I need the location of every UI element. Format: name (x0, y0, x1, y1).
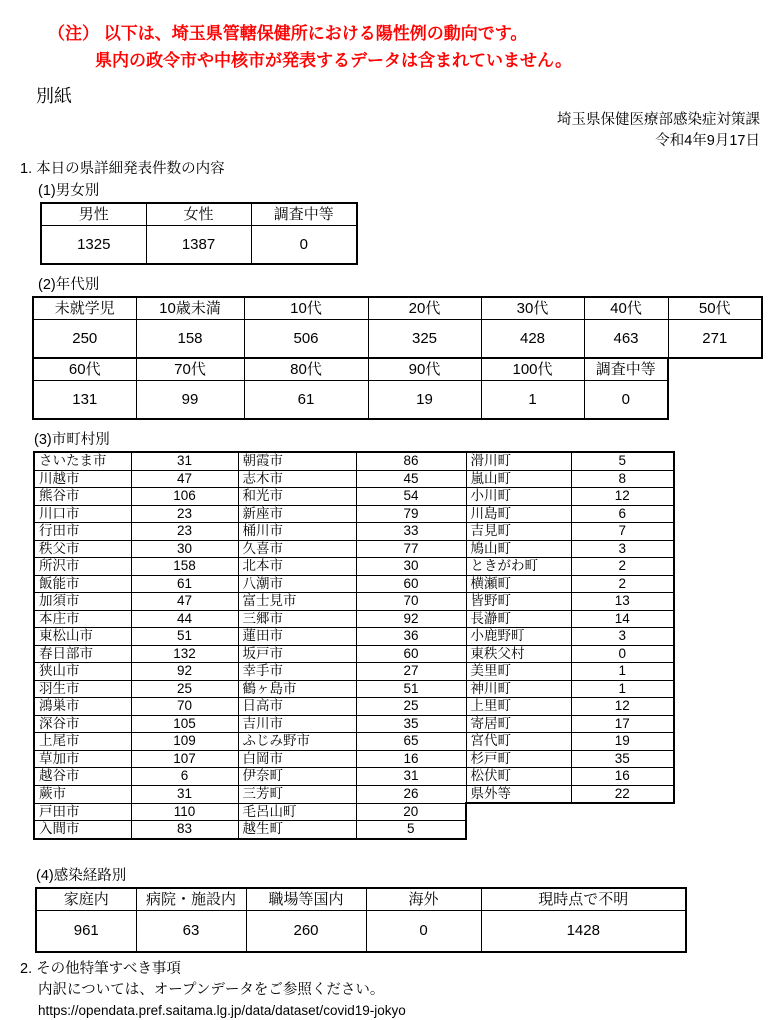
municipality-count-cell: 27 (356, 663, 466, 681)
municipality-name-cell: 鶴ヶ島市 (238, 680, 356, 698)
issue-date: 令和4年9月17日 (655, 133, 760, 149)
age-header-row-2 (33, 358, 668, 381)
municipality-count-cell: 31 (131, 452, 238, 470)
age-value-row-1 (33, 320, 762, 359)
municipality-table (33, 451, 675, 840)
municipality-name-cell: 和光市 (238, 488, 356, 506)
municipality-name-cell: 蓮田市 (238, 628, 356, 646)
municipality-name-cell: ときがわ町 (466, 558, 571, 576)
municipality-count-cell: 110 (131, 803, 238, 821)
age-value-cell: 463 (584, 320, 668, 359)
municipality-name-cell: 川島町 (466, 505, 571, 523)
municipality-count-cell: 60 (356, 575, 466, 593)
municipality-name-cell: 久喜市 (238, 540, 356, 558)
age-value-cell: 61 (244, 381, 368, 420)
municipality-count-cell: 25 (131, 680, 238, 698)
municipality-count-cell: 44 (131, 610, 238, 628)
age-header-cell: 80代 (244, 358, 368, 381)
age-value-cell: 428 (481, 320, 584, 359)
municipality-name-cell: 滑川町 (466, 452, 571, 470)
municipality-name-cell: 秩父市 (34, 540, 131, 558)
age-value-cell: 250 (33, 320, 136, 359)
age-table-label: (2)年代別 (38, 277, 100, 293)
municipality-name-cell: 狭山市 (34, 663, 131, 681)
municipality-name-cell: 日高市 (238, 698, 356, 716)
municipality-count-cell: 109 (131, 733, 238, 751)
route-header-row (36, 888, 686, 911)
municipality-count-cell: 92 (356, 610, 466, 628)
municipality-count-cell: 12 (571, 488, 674, 506)
municipality-name-cell: 新座市 (238, 505, 356, 523)
municipality-row (34, 523, 674, 541)
gender-value-row (41, 226, 357, 265)
route-value-cell: 1428 (481, 910, 686, 952)
municipality-name-cell: 八潮市 (238, 575, 356, 593)
municipality-count-cell: 16 (356, 750, 466, 768)
municipality-count-cell: 79 (356, 505, 466, 523)
age-header-cell: 10歳未満 (136, 297, 244, 320)
municipality-count-cell: 30 (356, 558, 466, 576)
municipality-name-cell: 戸田市 (34, 803, 131, 821)
route-value-cell: 63 (136, 910, 246, 952)
municipality-name-cell: 小鹿野町 (466, 628, 571, 646)
municipality-name-cell: 県外等 (466, 785, 571, 803)
section2-note: 内訳については、オープンデータをご参照ください。 (38, 981, 385, 998)
municipality-name-cell: 入間市 (34, 821, 131, 839)
route-value-cell: 961 (36, 910, 136, 952)
municipality-count-cell: 23 (131, 505, 238, 523)
municipality-row (34, 470, 674, 488)
route-header-cell: 病院・施設内 (136, 888, 246, 911)
gender-table (40, 202, 358, 265)
municipality-name-cell: 宮代町 (466, 733, 571, 751)
gender-header-cell: 女性 (146, 203, 251, 226)
route-header-cell: 現時点で不明 (481, 888, 686, 911)
age-header-cell: 60代 (33, 358, 136, 381)
age-header-cell: 調査中等 (584, 358, 668, 381)
age-value-cell: 158 (136, 320, 244, 359)
municipality-name-cell: 皆野町 (466, 593, 571, 611)
section1-title: 1. 本日の県詳細発表件数の内容 (20, 161, 225, 177)
note-line1: （注） 以下は、埼玉県管轄保健所における陽性例の動向です。 (48, 24, 528, 43)
gender-header-row (41, 203, 357, 226)
route-header-cell: 家庭内 (36, 888, 136, 911)
municipality-name-cell: 春日部市 (34, 645, 131, 663)
municipality-count-cell: 3 (571, 540, 674, 558)
note-warning (48, 20, 768, 74)
municipality-name-cell: 杉戸町 (466, 750, 571, 768)
municipality-count-cell: 8 (571, 470, 674, 488)
municipality-name-cell: さいたま市 (34, 452, 131, 470)
issuer-department: 埼玉県保健医療部感染症対策課 (557, 112, 760, 128)
municipality-row (34, 680, 674, 698)
municipality-count-cell: 158 (131, 558, 238, 576)
municipality-count-cell: 13 (571, 593, 674, 611)
route-table (35, 887, 687, 953)
age-header-row-1 (33, 297, 762, 320)
age-value-cell: 19 (368, 381, 481, 420)
municipality-count-cell: 70 (356, 593, 466, 611)
municipality-name-cell: 熊谷市 (34, 488, 131, 506)
municipality-count-cell: 16 (571, 768, 674, 786)
age-value-row-2 (33, 381, 668, 420)
municipality-name-cell: 所沢市 (34, 558, 131, 576)
municipality-count-cell: 77 (356, 540, 466, 558)
municipality-name-cell: 志木市 (238, 470, 356, 488)
gender-value-cell: 1387 (146, 226, 251, 265)
municipality-name-cell: 上里町 (466, 698, 571, 716)
municipality-count-cell: 23 (131, 523, 238, 541)
municipality-name-cell: 横瀬町 (466, 575, 571, 593)
municipality-count-cell: 31 (356, 768, 466, 786)
route-table-label: (4)感染経路別 (36, 867, 127, 884)
municipality-row (34, 505, 674, 523)
age-value-cell: 271 (668, 320, 762, 359)
municipality-count-cell: 47 (131, 470, 238, 488)
municipality-count-cell: 30 (131, 540, 238, 558)
municipality-row (34, 821, 674, 839)
municipality-count-cell: 0 (571, 645, 674, 663)
municipality-row (34, 715, 674, 733)
municipality-name-cell: 桶川市 (238, 523, 356, 541)
municipality-row (34, 628, 674, 646)
municipality-name-cell: 羽生市 (34, 680, 131, 698)
municipality-count-cell: 19 (571, 733, 674, 751)
route-value-cell: 260 (246, 910, 366, 952)
municipality-row (34, 452, 674, 470)
municipality-count-cell: 12 (571, 698, 674, 716)
municipality-count-cell: 1 (571, 663, 674, 681)
municipality-count-cell: 86 (356, 452, 466, 470)
issuer-block (0, 110, 760, 152)
municipality-row (34, 610, 674, 628)
route-value-cell: 0 (366, 910, 481, 952)
municipality-row (34, 663, 674, 681)
municipality-row (34, 645, 674, 663)
route-header-cell: 職場等国内 (246, 888, 366, 911)
municipality-name-cell: 毛呂山町 (238, 803, 356, 821)
empty-cell (571, 821, 674, 839)
municipality-row (34, 733, 674, 751)
municipality-count-cell: 106 (131, 488, 238, 506)
municipality-count-cell: 14 (571, 610, 674, 628)
municipality-name-cell: 伊奈町 (238, 768, 356, 786)
municipality-name-cell: 北本市 (238, 558, 356, 576)
empty-cell (466, 821, 571, 839)
municipality-count-cell: 1 (571, 680, 674, 698)
municipality-name-cell: 三郷市 (238, 610, 356, 628)
municipality-name-cell: 鴻巣市 (34, 698, 131, 716)
municipality-name-cell: 寄居町 (466, 715, 571, 733)
gender-table-label: (1)男女別 (38, 183, 100, 199)
municipality-row (34, 750, 674, 768)
age-table-lower (32, 357, 669, 420)
municipality-name-cell: 朝霞市 (238, 452, 356, 470)
municipality-name-cell: 本庄市 (34, 610, 131, 628)
municipality-table-label: (3)市町村別 (34, 432, 110, 448)
municipality-count-cell: 6 (571, 505, 674, 523)
municipality-name-cell: 美里町 (466, 663, 571, 681)
age-table-upper (32, 296, 763, 359)
municipality-count-cell: 51 (356, 680, 466, 698)
municipality-count-cell: 35 (571, 750, 674, 768)
attachment-label: 別紙 (36, 86, 72, 106)
age-value-cell: 99 (136, 381, 244, 420)
municipality-name-cell: 深谷市 (34, 715, 131, 733)
municipality-name-cell: 小川町 (466, 488, 571, 506)
age-header-cell: 10代 (244, 297, 368, 320)
municipality-name-cell: 吉川市 (238, 715, 356, 733)
municipality-count-cell: 5 (571, 452, 674, 470)
municipality-name-cell: 坂戸市 (238, 645, 356, 663)
municipality-name-cell: 富士見市 (238, 593, 356, 611)
municipality-name-cell: 神川町 (466, 680, 571, 698)
municipality-name-cell: 川口市 (34, 505, 131, 523)
municipality-name-cell: 越谷市 (34, 768, 131, 786)
municipality-count-cell: 25 (356, 698, 466, 716)
municipality-name-cell: 鳩山町 (466, 540, 571, 558)
municipality-name-cell: 白岡市 (238, 750, 356, 768)
municipality-name-cell: 東松山市 (34, 628, 131, 646)
age-value-cell: 0 (584, 381, 668, 420)
municipality-name-cell: 松伏町 (466, 768, 571, 786)
municipality-row (34, 575, 674, 593)
age-header-cell: 未就学児 (33, 297, 136, 320)
municipality-count-cell: 105 (131, 715, 238, 733)
age-header-cell: 90代 (368, 358, 481, 381)
municipality-count-cell: 132 (131, 645, 238, 663)
municipality-count-cell: 22 (571, 785, 674, 803)
municipality-row (34, 785, 674, 803)
municipality-name-cell: 越生町 (238, 821, 356, 839)
municipality-name-cell: 蕨市 (34, 785, 131, 803)
age-header-cell: 30代 (481, 297, 584, 320)
municipality-row (34, 488, 674, 506)
municipality-row (34, 768, 674, 786)
gender-value-cell: 1325 (41, 226, 146, 265)
section2-title: 2. その他特筆すべき事項 (20, 960, 181, 977)
gender-header-cell: 男性 (41, 203, 146, 226)
municipality-row (34, 803, 674, 821)
gender-header-cell: 調査中等 (251, 203, 357, 226)
municipality-name-cell: ふじみ野市 (238, 733, 356, 751)
municipality-name-cell: 加須市 (34, 593, 131, 611)
municipality-count-cell: 45 (356, 470, 466, 488)
municipality-row (34, 558, 674, 576)
age-value-cell: 506 (244, 320, 368, 359)
municipality-count-cell: 31 (131, 785, 238, 803)
gender-value-cell: 0 (251, 226, 357, 265)
municipality-name-cell: 飯能市 (34, 575, 131, 593)
municipality-count-cell: 65 (356, 733, 466, 751)
age-header-cell: 50代 (668, 297, 762, 320)
municipality-count-cell: 5 (356, 821, 466, 839)
municipality-count-cell: 107 (131, 750, 238, 768)
municipality-count-cell: 54 (356, 488, 466, 506)
municipality-count-cell: 7 (571, 523, 674, 541)
empty-cell (571, 803, 674, 821)
route-value-row (36, 910, 686, 952)
municipality-count-cell: 70 (131, 698, 238, 716)
municipality-name-cell: 東秩父村 (466, 645, 571, 663)
age-header-cell: 40代 (584, 297, 668, 320)
municipality-name-cell: 嵐山町 (466, 470, 571, 488)
municipality-count-cell: 33 (356, 523, 466, 541)
municipality-count-cell: 20 (356, 803, 466, 821)
age-header-cell: 100代 (481, 358, 584, 381)
age-value-cell: 325 (368, 320, 481, 359)
municipality-count-cell: 61 (131, 575, 238, 593)
municipality-row (34, 593, 674, 611)
age-value-cell: 131 (33, 381, 136, 420)
municipality-count-cell: 3 (571, 628, 674, 646)
age-value-cell: 1 (481, 381, 584, 420)
municipality-name-cell: 草加市 (34, 750, 131, 768)
municipality-row (34, 698, 674, 716)
municipality-count-cell: 92 (131, 663, 238, 681)
municipality-count-cell: 36 (356, 628, 466, 646)
municipality-count-cell: 35 (356, 715, 466, 733)
municipality-row (34, 540, 674, 558)
municipality-name-cell: 吉見町 (466, 523, 571, 541)
municipality-name-cell: 幸手市 (238, 663, 356, 681)
municipality-count-cell: 2 (571, 575, 674, 593)
municipality-count-cell: 26 (356, 785, 466, 803)
municipality-name-cell: 長瀞町 (466, 610, 571, 628)
municipality-name-cell: 三芳町 (238, 785, 356, 803)
age-header-cell: 70代 (136, 358, 244, 381)
municipality-count-cell: 60 (356, 645, 466, 663)
route-header-cell: 海外 (366, 888, 481, 911)
municipality-count-cell: 2 (571, 558, 674, 576)
municipality-name-cell: 行田市 (34, 523, 131, 541)
municipality-count-cell: 47 (131, 593, 238, 611)
opendata-url-link[interactable]: https://opendata.pref.saitama.lg.jp/data/dataset/covid19-jokyo (38, 1002, 406, 1018)
municipality-count-cell: 51 (131, 628, 238, 646)
note-line2: 県内の政令市や中核市が発表するデータは含まれていません。 (95, 51, 573, 70)
municipality-name-cell: 川越市 (34, 470, 131, 488)
municipality-count-cell: 17 (571, 715, 674, 733)
municipality-count-cell: 83 (131, 821, 238, 839)
age-header-cell: 20代 (368, 297, 481, 320)
municipality-name-cell: 上尾市 (34, 733, 131, 751)
municipality-count-cell: 6 (131, 768, 238, 786)
empty-cell (466, 803, 571, 821)
